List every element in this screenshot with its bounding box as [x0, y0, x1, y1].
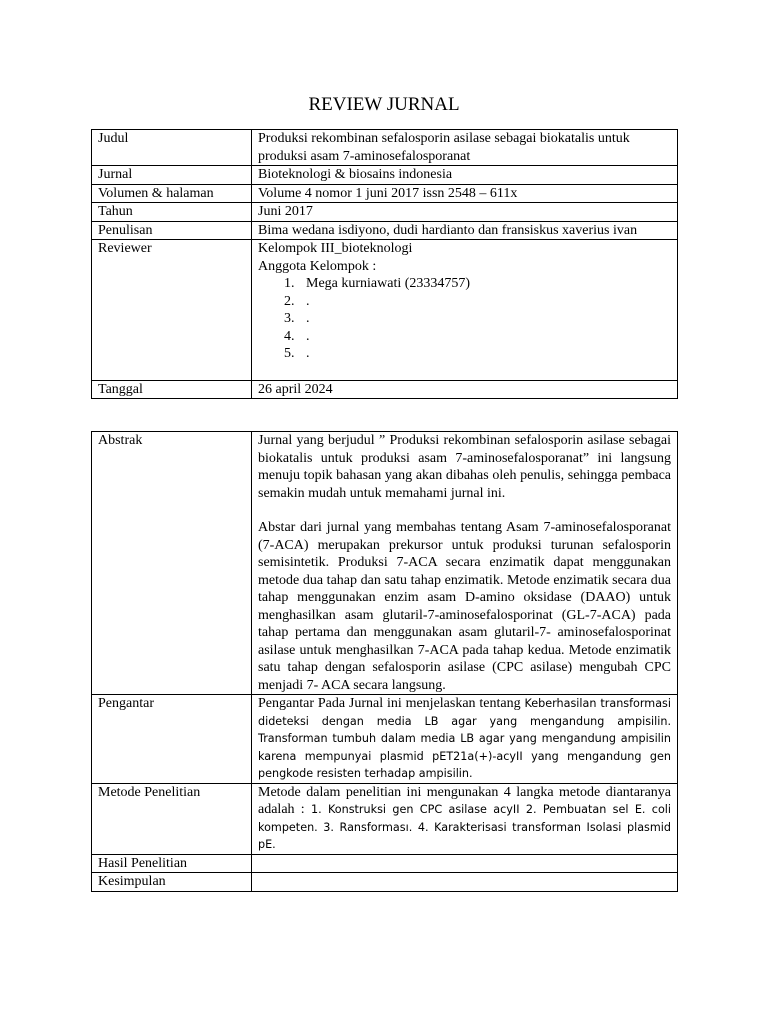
- tahun-label: Tahun: [92, 203, 252, 222]
- metode-rest: 1. Konstruksi gen CPC asilase acyII 2. Pembuatan sel E. coli kompeten. 3. Ransforması. 4. Karakterisasi transforman Isolasi plasmid pE.: [258, 803, 672, 851]
- member-item: 2. .: [298, 293, 671, 311]
- metode-value: [252, 783, 678, 854]
- anggota-label: Anggota Kelompok :: [258, 258, 377, 274]
- row-volumen: [92, 184, 678, 203]
- volumen-label: Volumen & halaman: [92, 184, 252, 203]
- pengantar-lead: Pengantar Pada Jurnal ini menjelaskan tentang: [258, 696, 521, 711]
- row-metode: [92, 783, 678, 854]
- kesimpulan-label: Kesimpulan: [92, 873, 252, 892]
- judul-label: Judul: [92, 130, 252, 166]
- document-title: REVIEW JURNAL: [308, 94, 460, 115]
- kesimpulan-value: [252, 873, 678, 892]
- blank-line: [258, 502, 671, 519]
- volumen-value: Volume 4 nomor 1 juni 2017 issn 2548 – 611x: [252, 184, 678, 203]
- member-item: 3. .: [298, 310, 671, 328]
- jurnal-label: Jurnal: [92, 166, 252, 185]
- member-list: [258, 275, 671, 363]
- pengantar-rest: Keberhasilan transformasi dideteksi dengan media LB agar yang mengandung ampisilin. Transforman tumbuh dalam media LB agar yang mengandung ampisilin karena mempunyai plasmid pET21a(+)-acyII yang mengandung gen pengkode resisten terhadap ampisilin.: [258, 697, 671, 780]
- metode-label: Metode Penelitian: [92, 783, 252, 854]
- abstrak-paragraph-1: Jurnal yang berjudul ” Produksi rekombinan sefalosporin asilase sebagai biokatalis untuk produksi asam 7-aminosefalosporanat” ini langsung menuju topik bahasan yang akan dibahas oleh penulis, sehingga pembaca semakin mudah untuk memahami jurnal ini.: [258, 433, 671, 501]
- member-item: 1. Mega kurniawati (23334757): [298, 275, 671, 293]
- penulisan-label: Penulisan: [92, 221, 252, 240]
- tanggal-value: 26 april 2024: [252, 380, 678, 399]
- abstrak-label: Abstrak: [92, 432, 252, 695]
- review-table: [91, 431, 678, 892]
- abstrak-paragraph-2: Abstar dari jurnal yang membahas tentang Asam 7-aminosefalosporanat (7-ACA) merupakan prekursor untuk produksi turunan sefalosporin semisintetik. Produksi 7-ACA secara enzimatik dapat menggunakan metode dua tahap dan satu tahap enzimatik. Metode enzimatik secara dua tahap menggunakan enzim asam D-amino oksidase (DAAO) untuk menghasilkan asam glutaril-7-aminosefalosporinat (GL-7-ACA) pada tahap pertama dan menggunakan asam glutaril-7- aminosefalosporinat asilase untuk menghasilkan 7-ACA pada tahap kedua. Metode enzimatik satu tahap dengan sefalosporin asilase (CPC asilase) mengubah CPC menjadi 7- ACA secara langsung.: [258, 520, 671, 693]
- row-hasil: [92, 854, 678, 873]
- penulisan-value: Bima wedana isdiyono, dudi hardianto dan fransiskus xaverius ivan: [252, 221, 678, 240]
- row-jurnal: [92, 166, 678, 185]
- row-penulisan: [92, 221, 678, 240]
- member-item: 5. .: [298, 345, 671, 363]
- judul-value: Produksi rekombinan sefalosporin asilase sebagai biokatalis untuk produksi asam 7-aminosefalosporanat: [252, 130, 678, 166]
- row-judul: [92, 130, 678, 166]
- jurnal-value: Bioteknologi & biosains indonesia: [252, 166, 678, 185]
- row-abstrak: [92, 432, 678, 695]
- tahun-value: Juni 2017: [252, 203, 678, 222]
- pengantar-value: [252, 695, 678, 784]
- member-item: 4. .: [298, 328, 671, 346]
- reviewer-value: [252, 240, 678, 381]
- hasil-label: Hasil Penelitian: [92, 854, 252, 873]
- blank-line: [258, 363, 671, 380]
- journal-info-table: [91, 129, 678, 399]
- abstrak-value: [252, 432, 678, 695]
- reviewer-label: Reviewer: [92, 240, 252, 381]
- tanggal-label: Tanggal: [92, 380, 252, 399]
- row-tahun: [92, 203, 678, 222]
- row-reviewer: [92, 240, 678, 381]
- row-kesimpulan: [92, 873, 678, 892]
- row-pengantar: [92, 695, 678, 784]
- pengantar-label: Pengantar: [92, 695, 252, 784]
- metode-lead: Metode dalam penelitian ini mengunakan 4 langka metode diantaranya adalah :: [258, 784, 671, 817]
- row-tanggal: [92, 380, 678, 399]
- hasil-value: [252, 854, 678, 873]
- reviewer-group: Kelompok III_bioteknologi: [258, 241, 413, 256]
